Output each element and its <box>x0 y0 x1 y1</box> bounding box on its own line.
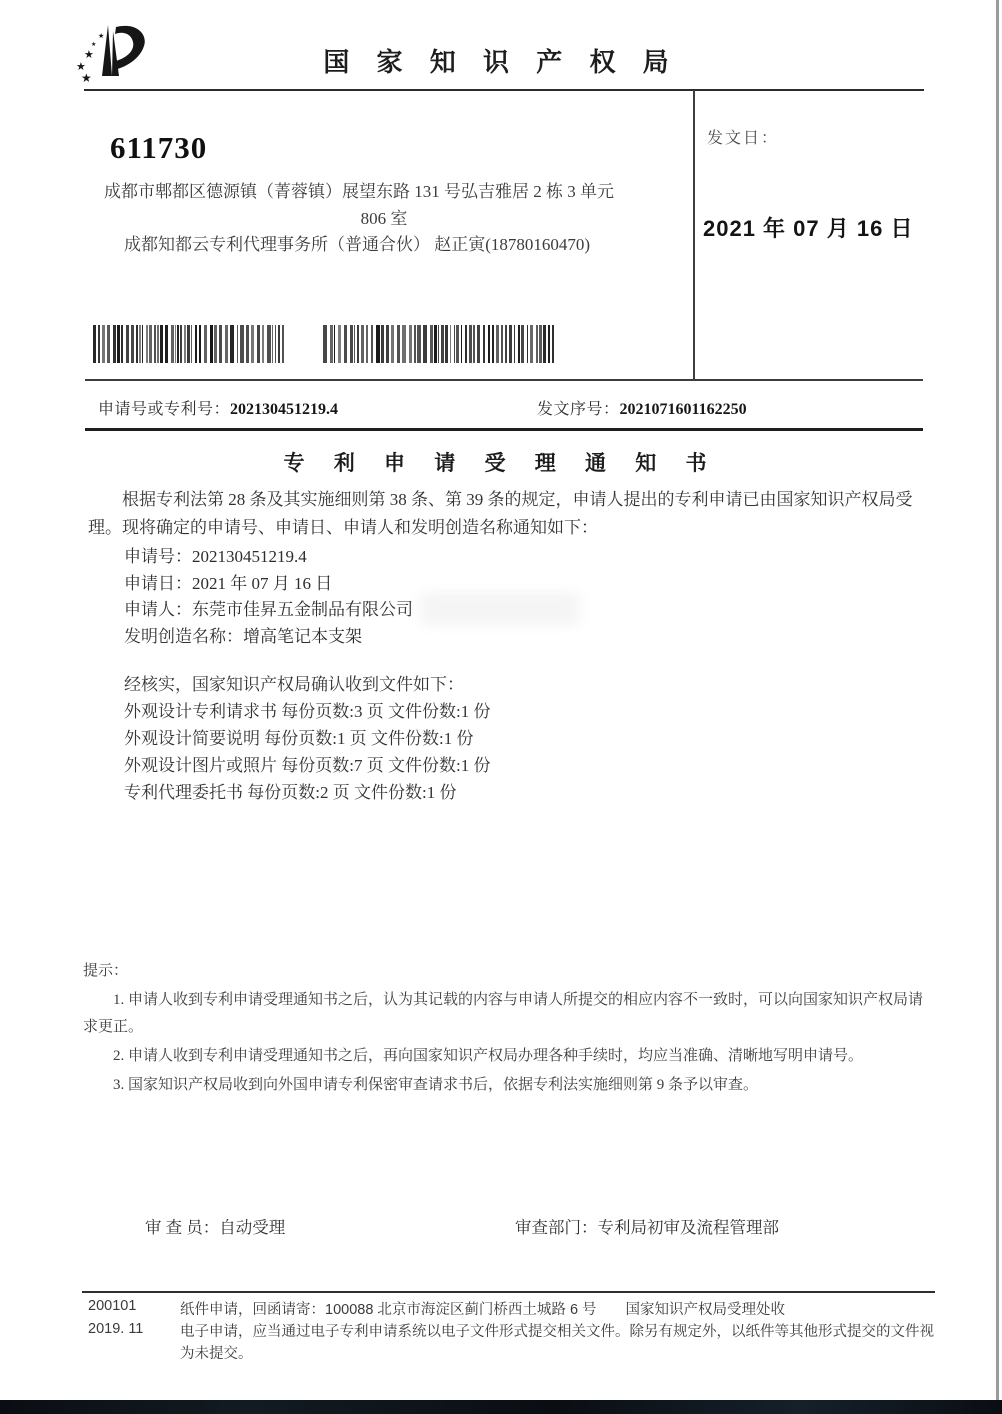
hints-section <box>83 958 931 1099</box>
field-label: 申请日： <box>124 573 192 593</box>
serial-number-label: 发文序号： <box>537 401 620 418</box>
application-number-label: 申请号或专利号： <box>98 401 231 418</box>
notice-title: 专 利 申 请 受 理 通 知 书 <box>283 451 719 475</box>
dispatch-date-value: 2021 年 07 月 16 日 <box>703 216 914 241</box>
received-doc-row: 外观设计简要说明 每份页数:1 页 文件份数:1 份 <box>124 729 474 748</box>
field-label: 申请号： <box>124 547 192 566</box>
barcode-divider <box>85 379 923 381</box>
received-documents <box>124 671 490 806</box>
application-fields <box>124 544 413 650</box>
datebox-left-border <box>693 90 695 380</box>
department-group <box>515 1214 779 1238</box>
hint-item: 1. 申请人收到专利申请受理通知书之后，认为其记载的内容与申请人所提交的相应内容不一致时，可以向国家知识产权局请求更正。 <box>83 992 924 1035</box>
scan-edge-right <box>996 0 999 1414</box>
section-divider <box>85 428 923 431</box>
mail-address-line2: 806 室 <box>360 209 408 228</box>
field-invention-name <box>124 624 413 651</box>
hints-label: 提示： <box>83 963 129 979</box>
examiner-group <box>145 1214 285 1238</box>
application-number-group <box>98 396 338 419</box>
footer-divider <box>82 1291 935 1293</box>
footer-paper-instruction: 纸件申请，回函请寄：100088 北京市海淀区蓟门桥西土城路 6 号 国家知识产权局受理处收 <box>180 1302 786 1318</box>
field-value: 东莞市佳昇五金制品有限公司 <box>192 600 413 619</box>
svg-text:★: ★ <box>91 42 97 48</box>
received-doc-row: 外观设计图片或照片 每份页数:7 页 文件份数:1 份 <box>124 756 491 775</box>
department-value: 专利局初审及流程管理部 <box>597 1218 779 1237</box>
notice-intro: 根据专利法第 28 条及其实施细则第 38 条、第 39 条的规定，申请人提出的专利申请已由国家知识产权局受理。现将确定的申请号、申请日、申请人和发明创造名称通知如下： <box>88 490 913 537</box>
serial-number-value: 2021071601162250 <box>619 401 747 418</box>
field-value: 增高笔记本支架 <box>243 626 362 646</box>
scan-edge-bottom <box>0 1400 1002 1414</box>
application-number-value: 202130451219.4 <box>230 401 339 418</box>
field-application-date <box>124 571 413 598</box>
received-doc-row: 外观设计专利请求书 每份页数:3 页 文件份数:1 份 <box>124 702 491 721</box>
mail-address-line1: 成都市郫都区德源镇（菁蓉镇）展望东路 131 号弘吉雅居 2 栋 3 单元 <box>104 182 614 201</box>
mail-recipient: 成都知都云专利代理事务所（普通合伙） 赵正寅(18780160470) <box>124 235 591 254</box>
received-doc-row: 专利代理委托书 每份页数:2 页 文件份数:1 份 <box>124 783 457 802</box>
field-value: 2021 年 07 月 16 日 <box>192 573 333 593</box>
mail-code: 611730 <box>110 130 208 165</box>
svg-text:★: ★ <box>81 71 92 84</box>
barcode-left <box>93 325 285 363</box>
scan-smudge <box>420 592 580 626</box>
svg-text:★: ★ <box>98 32 105 40</box>
hint-item: 2. 申请人收到专利申请受理通知书之后，再向国家知识产权局办理各种手续时，均应当准确、清晰地写明申请号。 <box>113 1048 864 1064</box>
serial-number-group <box>537 396 747 419</box>
field-value: 202130451219.4 <box>192 547 307 566</box>
barcode-right <box>323 325 554 363</box>
hint-item: 3. 国家知识产权局收到向外国申请专利保密审查请求书后，依据专利法实施细则第 9 条予以审查。 <box>113 1077 759 1093</box>
agency-title: 国 家 知 识 产 权 局 <box>323 47 679 77</box>
field-application-number <box>124 544 413 571</box>
department-label: 审查部门： <box>515 1218 598 1237</box>
received-intro: 经核实，国家知识产权局确认收到文件如下： <box>124 675 464 694</box>
field-applicant <box>124 597 413 624</box>
footer-electronic-instruction: 电子申请，应当通过电子专利申请系统以电子文件形式提交相关文件。除另有规定外，以纸件等其他形式提交的文件视为未提交。 <box>180 1324 934 1362</box>
footer-form-code: 200101 <box>88 1298 137 1314</box>
field-label: 申请人： <box>124 600 192 619</box>
field-label: 发明创造名称： <box>124 626 243 646</box>
examiner-label: 审 查 员： <box>145 1218 220 1237</box>
examiner-value: 自动受理 <box>219 1218 286 1237</box>
svg-text:★: ★ <box>84 49 94 61</box>
footer-form-date: 2019. 11 <box>88 1321 144 1337</box>
header-divider <box>84 89 924 91</box>
dispatch-date-label: 发文日： <box>707 130 780 147</box>
svg-text:★: ★ <box>76 61 86 73</box>
